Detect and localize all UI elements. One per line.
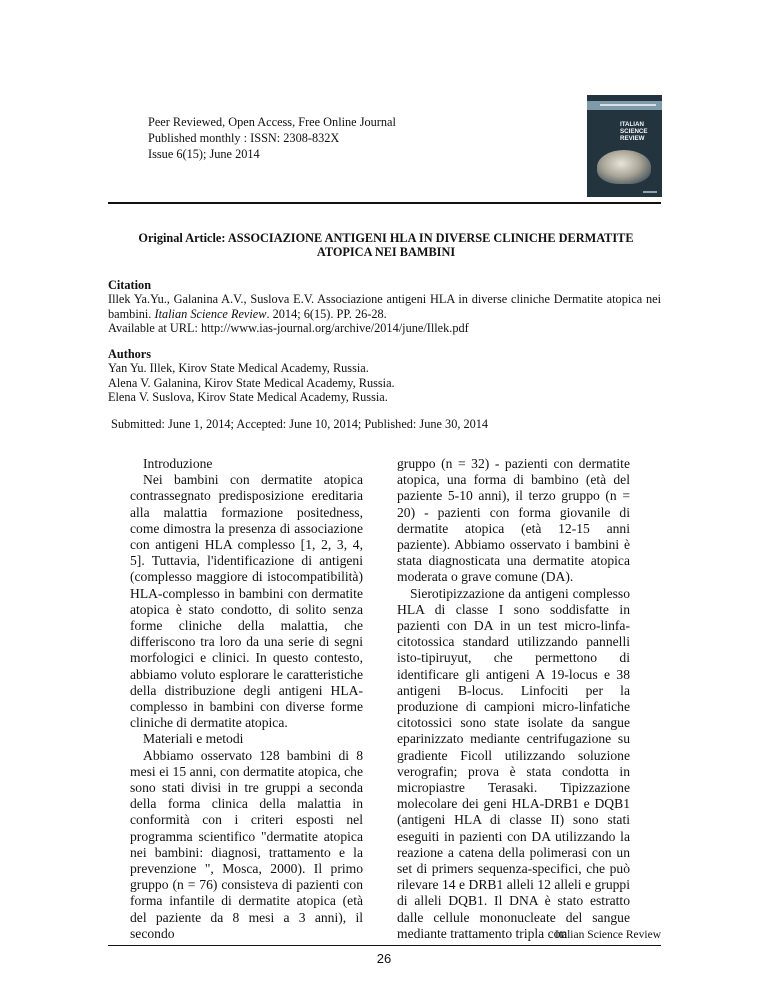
author-item: Elena V. Suslova, Kirov State Medical Academy, Russia.	[108, 390, 388, 405]
citation-authors-title: Illek Ya.Yu., Galanina A.V., Suslova E.V. Associazione antigeni HLA in diverse cliniche Dermatite atopica nei bambini.	[108, 292, 661, 321]
intro-paragraph: Nei bambini con dermatite atopica contrassegnato predisposizione ereditaria alla malattia formazione positedness, come dimostra la presenza di associazione con antigeni HLA complesso [1, 2, 3, 4, 5]. Tuttavia, l'identificazione di antigeni (complesso maggiore di istocompatibilità) HLA-complesso in bambini con dermatite atopica è stato condotto, di solito senza forme cliniche della malattia, che differiscono tra loro da una serie di segni morfologici e clinici. In questo contesto, abbiamo voluto esplorare le caratteristiche della distribuzione degli antigeni HLA-complesso in bambini con diverse forme cliniche di dermatite atopica.	[130, 472, 363, 731]
footer-divider	[108, 945, 661, 946]
cover-title: ITALIAN SCIENCE REVIEW	[620, 121, 648, 142]
cover-band	[587, 101, 662, 110]
citation-section	[108, 278, 661, 336]
serotyping-paragraph: Sierotipizzazione da antigeni complesso HLA di classe I sono soddisfatte in pazienti con DA in un test micro-linfa-citotossica standard utilizzando pannelli isto-tipiruyut, che permettono di identificare gli antigeni A 19-locus e 38 antigeni B-locus. Linfociti per la produzione di campioni micro-linfatiche citotossici sono state isolate da sangue eparinizzato mediante centrifugazione su gradiente Ficoll utilizzando soluzione verografin; prova è stata condotta in micropiastre Terasaki. Tipizzazione molecolare dei geni HLA-DRB1 e DQB1 (antigeni HLA di classe II) sono stati eseguiti in pazienti con DA utilizzando la reazione a catena della polimerasi con un set di primers sequenza-specifici, che può rilevare 14 e DRB1 alleli 12 alleli e gruppi di alleli DQB1. Il DNA è stato estratto dalle cellule mononucleate del sangue mediante trattamento tripla con	[397, 585, 630, 941]
journal-info-line: Issue 6(15); June 2014	[148, 147, 260, 161]
journal-cover-image	[587, 95, 662, 197]
author-item: Alena V. Galanina, Kirov State Medical Academy, Russia.	[108, 375, 395, 390]
footer-journal-name: Italian Science Review	[554, 929, 661, 941]
header-divider	[108, 202, 661, 204]
journal-info-line: Peer Reviewed, Open Access, Free Online Journal	[148, 115, 396, 129]
cover-artwork	[597, 150, 651, 184]
citation-journal: Italian Science Review	[154, 306, 267, 321]
authors-section	[108, 347, 661, 405]
article-title	[120, 231, 652, 259]
journal-info-line: Published monthly : ISSN: 2308-832X	[148, 131, 340, 145]
citation-volume: . 2014; 6(15). PP. 26-28.	[266, 306, 387, 321]
submission-dates: Submitted: June 1, 2014; Accepted: June 10, 2014; Published: June 30, 2014	[111, 417, 489, 431]
citation-heading: Citation	[108, 278, 152, 292]
author-item: Yan Yu. Illek, Kirov State Medical Academy, Russia.	[108, 361, 369, 376]
body-column-left	[130, 456, 363, 942]
methods-paragraph-continued: gruppo (n = 32) - pazienti con dermatite atopica, una forma di bambino (età del paziente 5-10 anni), il terzo gruppo (n = 20) - pazienti con forma giovanile di dermatite atopica (età 12-15 anni paziente). Abbiamo osservato i bambini è stata diagnosticata una dermatite atopica moderata o grave comune (DA).	[397, 456, 630, 585]
authors-heading: Authors	[108, 347, 152, 361]
article-title-text: ASSOCIAZIONE ANTIGENI HLA IN DIVERSE CLINICHE DERMATITE ATOPICA NEI BAMBINI	[227, 231, 634, 259]
body-column-right	[397, 456, 630, 942]
journal-info	[148, 114, 396, 162]
page-number: 26	[376, 951, 392, 966]
cover-footer-mark	[643, 191, 657, 193]
citation-url[interactable]: Available at URL: http://www.ias-journal.org/archive/2014/june/Illek.pdf	[108, 321, 469, 336]
methods-paragraph: Abbiamo osservato 128 bambini di 8 mesi ei 15 anni, con dermatite atopica, che sono stati divisi in tre gruppi a seconda della forma clinica della malattia in conformità con i criteri esposti nel programma scientifico "dermatite atopica nei bambini: diagnosi, trattamento e la prevenzione ", Mosca, 2000). Il primo gruppo (n = 76) consisteva di pazienti con forma infantile di dermatite atopica (età del paziente da 8 mesi a 3 anni), il secondo	[130, 747, 363, 941]
intro-heading: Introduzione	[143, 456, 213, 471]
citation-text	[108, 292, 661, 321]
methods-heading: Materiali e metodi	[143, 731, 244, 747]
article-type-label: Original Article:	[138, 231, 226, 245]
